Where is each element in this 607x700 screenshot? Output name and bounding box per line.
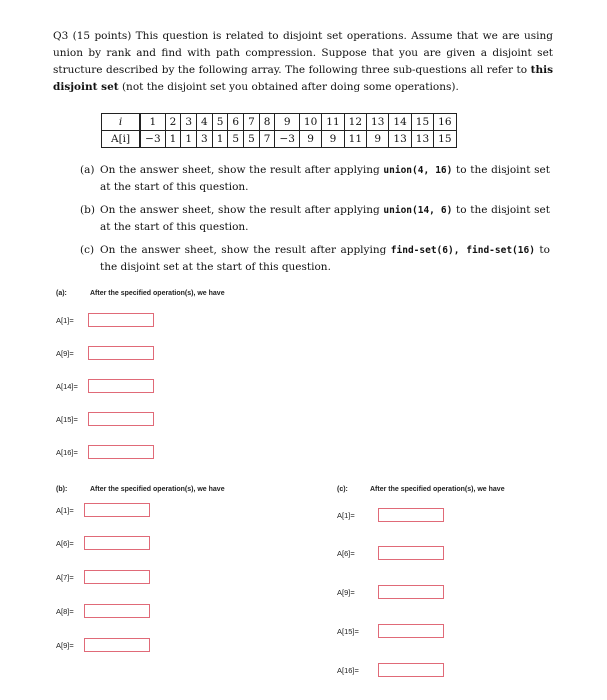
answer-input-box[interactable]	[84, 536, 150, 550]
subquestion-text	[100, 242, 550, 275]
value-cell: 11	[344, 131, 366, 148]
answer-field-label: A[6]=	[337, 549, 355, 558]
value-cell: 5	[244, 131, 260, 148]
subquestions	[80, 162, 550, 282]
subquestion	[80, 162, 550, 195]
index-cell: 6	[228, 114, 244, 131]
value-header: A[i]	[102, 131, 141, 148]
answer-field-label: A[1]=	[337, 511, 355, 520]
answer-input-box[interactable]	[378, 663, 444, 677]
answer-field-label: A[15]=	[56, 415, 78, 424]
subquestion-text	[100, 202, 550, 235]
subquestion-text	[100, 162, 550, 195]
answer-field-label: A[1]=	[56, 506, 74, 515]
answer-input-box[interactable]	[378, 546, 444, 560]
answer-field-label: A[16]=	[337, 666, 359, 675]
subquestion-post: to the disjoint set at the start of this question.	[100, 164, 550, 193]
answer-input-box[interactable]	[88, 313, 154, 327]
value-cell: 13	[411, 131, 433, 148]
value-cell: −3	[275, 131, 299, 148]
value-cell: 3	[197, 131, 213, 148]
answer-input-box[interactable]	[84, 604, 150, 618]
section-label-b: (b):	[56, 486, 68, 493]
subquestion-pre: On the answer sheet, show the result after applying	[100, 164, 384, 176]
answer-field-label: A[8]=	[56, 607, 74, 616]
question-label: Q3 (15 points)	[53, 30, 132, 42]
answer-input-box[interactable]	[378, 585, 444, 599]
index-cell: 12	[344, 114, 366, 131]
subquestion-letter: (c)	[80, 244, 95, 256]
answer-field-label: A[9]=	[56, 641, 74, 650]
index-cell: 14	[389, 114, 411, 131]
answer-field-label: A[7]=	[56, 573, 74, 582]
index-cell: 5	[212, 114, 228, 131]
index-cell: 7	[244, 114, 260, 131]
answer-field-label: A[1]=	[56, 316, 74, 325]
value-cell: 9	[322, 131, 344, 148]
value-cell: 7	[259, 131, 275, 148]
index-header: i	[102, 114, 141, 131]
value-cell: 1	[181, 131, 197, 148]
answer-field-label: A[9]=	[337, 588, 355, 597]
answer-input-box[interactable]	[378, 624, 444, 638]
subquestion	[80, 202, 550, 235]
subquestion-post: to the disjoint set at the start of this question.	[100, 204, 550, 233]
section-label-c: (c):	[337, 486, 348, 493]
subquestion-letter: (a)	[80, 164, 95, 176]
subquestion-code: find-set(6), find-set(16)	[390, 245, 535, 256]
subquestion-letter: (b)	[80, 204, 95, 216]
value-cell: −3	[140, 131, 165, 148]
index-cell: 1	[140, 114, 165, 131]
value-row	[102, 131, 457, 148]
value-cell: 5	[228, 131, 244, 148]
answer-input-box[interactable]	[88, 379, 154, 393]
index-row	[102, 114, 457, 131]
index-cell: 2	[165, 114, 181, 131]
subquestion-pre: On the answer sheet, show the result after applying	[100, 244, 391, 256]
answer-input-box[interactable]	[378, 508, 444, 522]
index-cell: 11	[322, 114, 344, 131]
value-cell: 13	[389, 131, 411, 148]
section-label-a: (a):	[56, 290, 67, 297]
answer-input-box[interactable]	[84, 570, 150, 584]
question-text	[53, 28, 553, 96]
answer-input-box[interactable]	[88, 346, 154, 360]
answer-field-label: A[16]=	[56, 448, 78, 457]
index-cell: 13	[367, 114, 389, 131]
subquestion-code: union(4, 16)	[383, 165, 453, 176]
section-note-c: After the specified operation(s), we have	[370, 486, 505, 493]
value-cell: 1	[212, 131, 228, 148]
index-cell: 8	[259, 114, 275, 131]
index-cell: 9	[275, 114, 299, 131]
index-cell: 3	[181, 114, 197, 131]
value-cell: 1	[165, 131, 181, 148]
question-body-2: (not the disjoint set you obtained after doing some operations).	[118, 81, 459, 93]
index-cell: 10	[299, 114, 321, 131]
answer-input-box[interactable]	[88, 445, 154, 459]
subquestion-pre: On the answer sheet, show the result after applying	[100, 204, 384, 216]
index-cell: 16	[434, 114, 456, 131]
answer-field-label: A[6]=	[56, 539, 74, 548]
answer-input-box[interactable]	[84, 638, 150, 652]
answer-input-box[interactable]	[88, 412, 154, 426]
subquestion	[80, 242, 550, 275]
value-cell: 9	[367, 131, 389, 148]
value-cell: 15	[434, 131, 456, 148]
answer-input-box[interactable]	[84, 503, 150, 517]
section-note-b: After the specified operation(s), we have	[90, 486, 225, 493]
subquestion-code: union(14, 6)	[383, 205, 453, 216]
disjoint-set-table	[101, 113, 457, 148]
question-body-1: This question is related to disjoint set operations. Assume that we are using union by rank and find with path compression. Suppose that you are given a disjoint set structure described by the following array. The following three sub-questions all refer to	[53, 30, 553, 76]
question-emphasis: this disjoint set	[53, 64, 553, 93]
value-cell: 9	[299, 131, 321, 148]
answer-field-label: A[15]=	[337, 627, 359, 636]
section-note-a: After the specified operation(s), we have	[90, 290, 225, 297]
answer-field-label: A[14]=	[56, 382, 78, 391]
subquestion-post: to the disjoint set at the start of this question.	[100, 244, 550, 273]
answer-field-label: A[9]=	[56, 349, 74, 358]
index-cell: 4	[197, 114, 213, 131]
index-cell: 15	[411, 114, 433, 131]
